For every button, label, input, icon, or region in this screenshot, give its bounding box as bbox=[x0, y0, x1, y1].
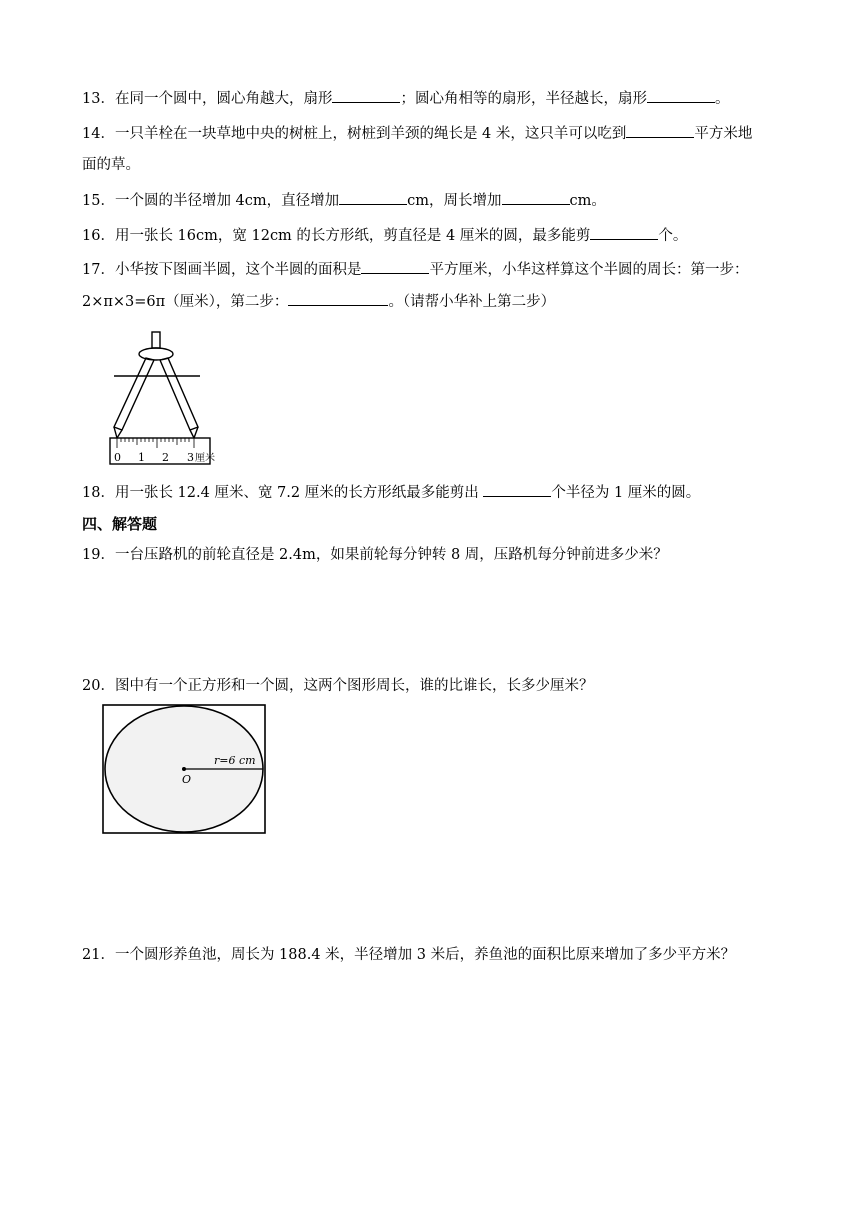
center-point bbox=[182, 767, 186, 771]
q13-blank-1[interactable] bbox=[332, 88, 400, 103]
q15-text-mid: cm，周长增加 bbox=[407, 193, 502, 209]
compass-right-leg bbox=[160, 358, 198, 430]
q14-text-post: 平方米地 bbox=[694, 126, 753, 142]
compass-handle bbox=[152, 332, 160, 348]
section-heading: 四、解答题 bbox=[82, 515, 158, 533]
ruler-label-2: 2 bbox=[162, 451, 169, 464]
ruler-label-0: 0 bbox=[114, 451, 121, 464]
question-14 bbox=[82, 123, 752, 144]
question-21: 21．一个圆形养鱼池，周长为 188.4 米，半径增加 3 米后，养鱼池的面积比原来增加了多少平方米？ bbox=[82, 947, 736, 963]
ruler-label-3: 3 bbox=[187, 451, 194, 464]
radius-label: r=6 cm bbox=[214, 754, 256, 767]
q17-text-pre: 17．小华按下图画半圆，这个半圆的面积是 bbox=[82, 262, 362, 278]
q16-text-pre: 16．用一张长 16cm，宽 12cm 的长方形纸，剪直径是 4 厘米的圆，最多能剪 bbox=[82, 228, 591, 244]
question-17 bbox=[82, 259, 748, 280]
center-label: O bbox=[182, 773, 192, 786]
square-circle-figure bbox=[100, 703, 268, 835]
q18-text-post: 个半径为 1 厘米的圆。 bbox=[551, 485, 701, 501]
question-13 bbox=[82, 88, 729, 109]
q16-blank[interactable] bbox=[590, 225, 658, 240]
ruler-unit: 厘米 bbox=[195, 453, 215, 464]
question-16 bbox=[82, 225, 687, 246]
q13-text-post: 。 bbox=[714, 91, 730, 107]
q17-step2-pre: 2×π×3=6π（厘米），第二步： bbox=[82, 294, 289, 310]
q15-text-post: cm。 bbox=[569, 193, 606, 209]
q15-blank-1[interactable] bbox=[339, 190, 407, 205]
question-15 bbox=[82, 190, 606, 211]
q15-blank-2[interactable] bbox=[502, 190, 570, 205]
q17-step2-post: 。（请帮小华补上第二步） bbox=[388, 294, 556, 310]
q13-text-pre: 13．在同一个圆中，圆心角越大，扇形 bbox=[82, 91, 333, 107]
q18-text-pre: 18．用一张长 12.4 厘米、宽 7.2 厘米的长方形纸最多能剪出 bbox=[82, 485, 484, 501]
ruler-label-1: 1 bbox=[138, 451, 145, 464]
compass-ruler-figure bbox=[108, 330, 218, 466]
question-20: 20．图中有一个正方形和一个圆，这两个图形周长，谁的比谁长，长多少厘米？ bbox=[82, 678, 594, 694]
q14-text-pre: 14．一只羊栓在一块草地中央的树桩上，树桩到羊颈的绳长是 4 米，这只羊可以吃到 bbox=[82, 126, 627, 142]
q17-text-post: 平方厘米，小华这样算这个半圆的周长：第一步： bbox=[429, 262, 749, 278]
q13-blank-2[interactable] bbox=[647, 88, 715, 103]
q16-text-post: 个。 bbox=[658, 228, 688, 244]
q15-text-pre: 15．一个圆的半径增加 4cm，直径增加 bbox=[82, 193, 340, 209]
ruler-ticks bbox=[117, 438, 194, 448]
q18-blank[interactable] bbox=[483, 482, 551, 497]
question-18 bbox=[82, 482, 700, 503]
q13-text-mid: ；圆心角相等的扇形，半径越长，扇形 bbox=[400, 91, 647, 107]
compass-left-leg bbox=[114, 358, 154, 430]
q17-blank-1[interactable] bbox=[361, 259, 429, 274]
question-14-line2: 面的草。 bbox=[82, 157, 140, 173]
q17-blank-2[interactable] bbox=[288, 291, 388, 306]
q14-blank[interactable] bbox=[626, 123, 694, 138]
question-17-line2 bbox=[82, 291, 555, 312]
question-19: 19．一台压路机的前轮直径是 2.4m，如果前轮每分钟转 8 周，压路机每分钟前进多少米？ bbox=[82, 547, 668, 563]
